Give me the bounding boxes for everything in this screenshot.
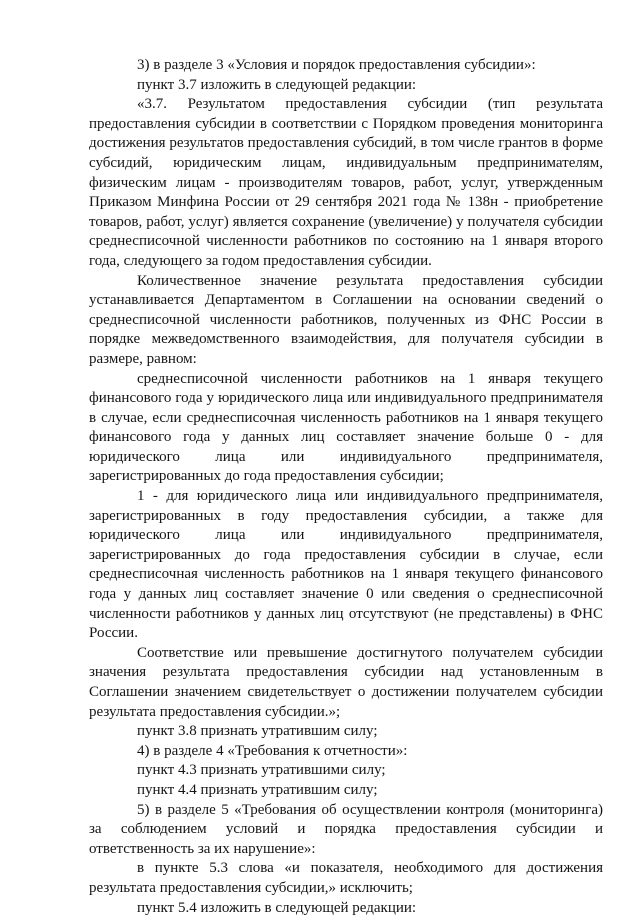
paragraph-item-3-7-intro: пункт 3.7 изложить в следующей редакции: <box>137 76 417 93</box>
paragraph-item-5-3: в пункте 5.3 слова «и показателя, необходимого для достижения результата предоставления субсидии,» исключить; <box>89 860 603 896</box>
document-body <box>89 56 603 918</box>
paragraph-section-3-heading: 3) в разделе 3 «Условия и порядок предоставления субсидии»: <box>137 57 536 73</box>
paragraph-one-case: 1 - для юридического лица или индивидуального предпринимателя, зарегистрированных в году предоставления субсидии, а также для юридического лица или индивидуального предпринимателя, зарегистрированных до года предоставления субсидии в случае, если среднесписочная численность работников на 1 января текущего финансового года у данных лиц составляет значение 0 или сведения о среднесписочной численности работников у данных лиц отсутствуют (не представлены) в ФНС России. <box>89 488 603 642</box>
paragraph-compliance: Соответствие или превышение достигнутого получателем субсидии значения результата предоставления субсидии над установленным в Соглашении значением свидетельствует о достижении получателем субсидии результата предоставления субсидии.»; <box>89 644 603 720</box>
paragraph-headcount-case: среднесписочной численности работников на 1 января текущего финансового года у юридического лица или индивидуального предпринимателя в случае, если среднесписочная численность работников на 1 января текущего финансового года у данных лиц составляет значение больше 0 - для юридического лица или индивидуального предпринимателя, зарегистрированных до года предоставления субсидии; <box>89 370 603 485</box>
paragraph-item-3-8: пункт 3.8 признать утратившим силу; <box>137 723 378 740</box>
paragraph-item-3-7-text: «3.7. Результатом предоставления субсидии (тип результата предоставления субсидии в соответствии с Порядком проведения мониторинга достижения результатов предоставления субсидий, в том числе грантов в форме субсидий, юридическим лицам, индивидуальным предпринимателям, физическим лицам - производителям товаров, работ, услуг, утвержденным Приказом Минфина России от 29 сентября 2021 года № 138н - приобретение товаров, работ, услуг) является сохранение (увеличение) у получателя субсидии среднесписочной численности работников по состоянию на 1 января второго года, следующего за годом предоставления субсидии. <box>89 96 603 269</box>
paragraph-quantity-value: Количественное значение результата предоставления субсидии устанавливается Департаментом в Соглашении на основании сведений о среднесписочной численности работников, полученных из ФНС России в порядке межведомственного взаимодействия, для получателя субсидии в размере, равном: <box>89 272 603 367</box>
paragraph-item-4-4: пункт 4.4 признать утратившим силу; <box>137 781 378 798</box>
paragraph-section-5-heading: 5) в разделе 5 «Требования об осуществлении контроля (мониторинга) за соблюдением условий и порядка предоставления субсидии и ответственность за их нарушение»: <box>89 801 603 857</box>
paragraph-section-4-heading: 4) в разделе 4 «Требования к отчетности»: <box>137 742 408 759</box>
paragraph-item-5-4: пункт 5.4 изложить в следующей редакции: <box>137 899 417 916</box>
paragraph-item-4-3: пункт 4.3 признать утратившими силу; <box>137 762 386 779</box>
